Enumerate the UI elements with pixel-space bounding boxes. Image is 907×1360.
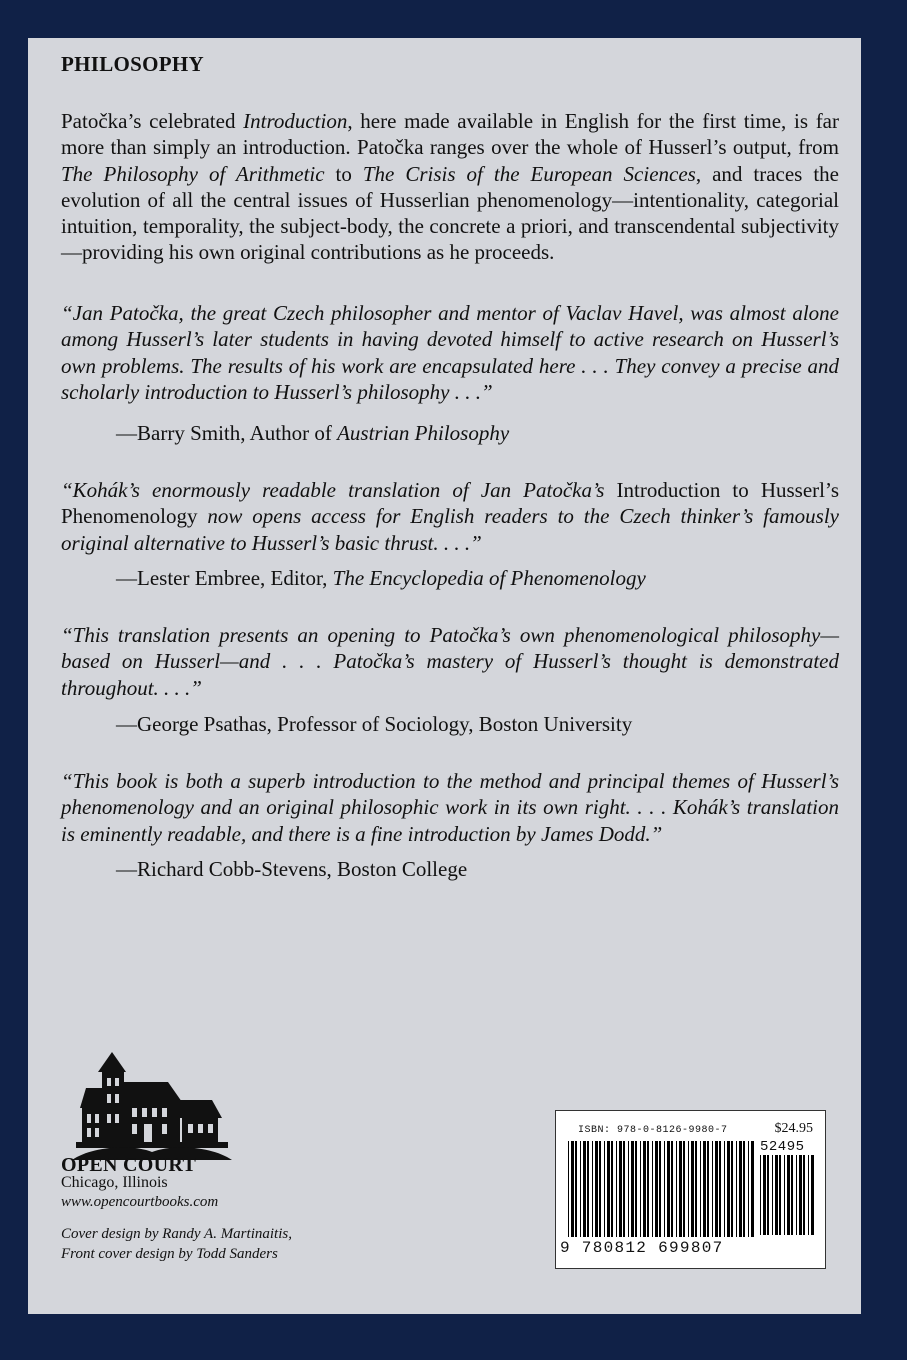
price-addon-barcode — [760, 1155, 816, 1235]
quote-text-segment: now opens access for English readers to the Czech thinker’s famously original alternative to Husserl’s basic thrust. . . .” — [61, 504, 839, 555]
barcode-bar — [587, 1141, 589, 1237]
barcode-bar — [799, 1155, 802, 1235]
barcode-bar — [683, 1141, 685, 1237]
barcode-bar — [664, 1141, 665, 1237]
barcode-bar — [707, 1141, 709, 1237]
barcode-bar — [659, 1141, 661, 1237]
isbn-text: ISBN: 978-0-8126-9980-7 — [578, 1125, 728, 1136]
intro-text-segment: Introduction — [243, 109, 348, 133]
barcode-bar — [655, 1141, 658, 1237]
barcode-bar — [695, 1141, 697, 1237]
barcode-bar — [635, 1141, 637, 1237]
barcode-bar — [803, 1155, 805, 1235]
blurb-attribution-1: —Barry Smith, Author of Austrian Philosophy — [116, 421, 510, 445]
barcode-bar — [691, 1141, 694, 1237]
quote-text-segment: “This translation presents an opening to Patočka’s own phenomenological philosophy—based on Husserl—and . . . Patočka’s mastery of Husserl’s thought is demonstrated throughout. . . .” — [61, 623, 839, 700]
barcode-bar — [767, 1155, 769, 1235]
blurb-quote-4 — [61, 768, 839, 847]
barcode-bar — [724, 1141, 725, 1237]
blurb-quote-2 — [61, 477, 839, 556]
back-cover-panel — [28, 38, 861, 1314]
barcode-bar — [623, 1141, 625, 1237]
quote-text-segment: “Kohák’s enormously readable translation of Jan Patočka’s — [61, 478, 617, 502]
cover-design-credit: Cover design by Randy A. Martinaitis, — [61, 1226, 292, 1242]
intro-text-segment: The Philosophy of Arithmetic — [61, 161, 325, 186]
barcode-bar — [688, 1141, 689, 1237]
barcode-box — [555, 1110, 826, 1269]
barcode-bar — [595, 1141, 598, 1237]
barcode-bar — [808, 1155, 809, 1235]
barcode-bar — [647, 1141, 649, 1237]
quote-text-segment: “This book is both a superb introduction to the method and principal themes of Husserl’s phenomenology and an original philosophic work in its own right. . . . Kohák’s translation is eminently readable, and there is a fine introduction by James Dodd.” — [61, 769, 839, 846]
barcode-bar — [796, 1155, 797, 1235]
intro-text-segment: to — [324, 161, 363, 186]
barcode-bar — [679, 1141, 682, 1237]
barcode-bar — [703, 1141, 706, 1237]
barcode-bar — [736, 1141, 737, 1237]
barcode-bar — [643, 1141, 646, 1237]
barcode-bar — [631, 1141, 634, 1237]
open-court-house-logo — [72, 1048, 232, 1160]
publisher-city: Chicago, Illinois — [61, 1174, 168, 1191]
barcode-bar — [748, 1141, 749, 1237]
barcode-bar — [715, 1141, 718, 1237]
intro-text-segment: The Crisis of the European Sciences — [362, 161, 696, 186]
price: $24.95 — [774, 1121, 813, 1136]
barcode-bar — [575, 1141, 577, 1237]
barcode-bar — [592, 1141, 593, 1237]
barcode-bar — [760, 1155, 761, 1235]
barcode-bar — [811, 1155, 814, 1235]
barcode-bar — [791, 1155, 793, 1235]
blurb-quote-3 — [61, 622, 839, 701]
barcode-bar — [784, 1155, 785, 1235]
barcode-bar — [739, 1141, 742, 1237]
blurb-attribution-3: —George Psathas, Professor of Sociology, Boston University — [116, 712, 633, 736]
barcode-bar — [607, 1141, 610, 1237]
barcode-bar — [743, 1141, 745, 1237]
barcode-bar — [700, 1141, 701, 1237]
barcode-bar — [652, 1141, 653, 1237]
category-label: PHILOSOPHY — [61, 52, 205, 76]
barcode-bar — [604, 1141, 605, 1237]
price-code: 52495 — [760, 1139, 805, 1155]
barcode-bar — [611, 1141, 613, 1237]
front-cover-credit: Front cover design by Todd Sanders — [61, 1246, 278, 1262]
barcode-bar — [712, 1141, 713, 1237]
barcode-bar — [571, 1141, 574, 1237]
barcode-bar — [775, 1155, 778, 1235]
publisher-website[interactable]: www.opencourtbooks.com — [61, 1194, 219, 1210]
barcode-bar — [731, 1141, 733, 1237]
barcode-bar — [616, 1141, 617, 1237]
barcode-bar — [599, 1141, 601, 1237]
ean-digits: 9 780812 699807 — [560, 1239, 724, 1257]
blurb-quote-1 — [61, 300, 839, 405]
intro-text-segment: , and traces the evolution of all the central issues of Husserlian phenomenology—intentionality, categorial intuition, temporality, the subject-body, the concrete a priori, and transcendental subjectivity—providing his own original contributions as he proceeds. — [61, 161, 839, 265]
ean-barcode — [568, 1141, 754, 1237]
barcode-bar — [667, 1141, 670, 1237]
intro-text-segment: Patočka’s celebrated — [61, 109, 244, 133]
quote-text-segment: “Jan Patočka, the great Czech philosopher and mentor of Vaclav Havel, was almost alone among Husserl’s later students in having devoted himself to active research on Husserl’s own problems. The results of his work are encapsulated here . . . They convey a precise and scholarly introduction to Husserl’s philosophy . . .” — [61, 301, 839, 404]
barcode-bar — [583, 1141, 586, 1237]
barcode-bar — [568, 1141, 569, 1237]
barcode-bar — [619, 1141, 622, 1237]
barcode-bar — [727, 1141, 730, 1237]
barcode-bar — [580, 1141, 581, 1237]
barcode-bar — [772, 1155, 773, 1235]
barcode-bar — [763, 1155, 766, 1235]
barcode-bar — [779, 1155, 781, 1235]
barcode-bar — [628, 1141, 629, 1237]
blurb-attribution-4: —Richard Cobb-Stevens, Boston College — [116, 857, 468, 881]
blurb-attribution-2: —Lester Embree, Editor, The Encyclopedia of Phenomenology — [116, 566, 646, 590]
barcode-bar — [719, 1141, 721, 1237]
publisher-name: OPEN COURT — [61, 1154, 197, 1176]
barcode-bar — [787, 1155, 790, 1235]
barcode-bar — [676, 1141, 677, 1237]
quote-text-segment: Introduction to Husserl’s Phenomenology — [61, 478, 840, 529]
barcode-bar — [751, 1141, 754, 1237]
barcode-bar — [671, 1141, 673, 1237]
intro-paragraph — [61, 108, 839, 266]
barcode-bar — [640, 1141, 641, 1237]
intro-text-segment: , here made available in English for the first time, is far more than simply an introduction. Patočka ranges over the whole of Husserl’s output, from — [61, 109, 839, 160]
